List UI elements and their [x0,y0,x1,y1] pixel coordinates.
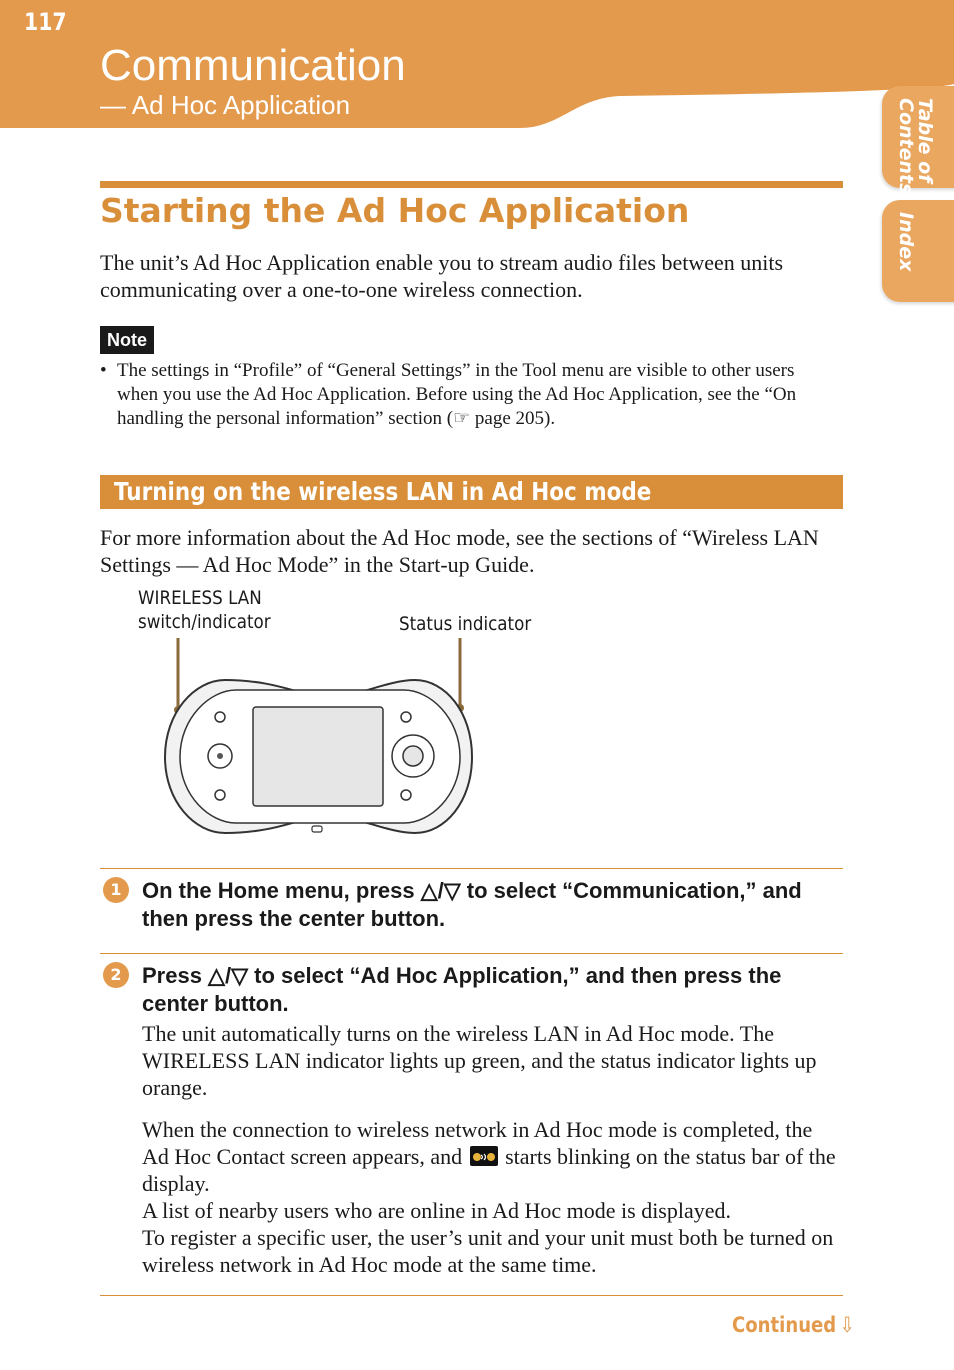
chapter-title: Communication [100,41,406,90]
callout-status-indicator: Status indicator [399,613,532,635]
step-2-paragraph-1: The unit automatically turns on the wireless LAN in Ad Hoc mode. The WIRELESS LAN indicator lights up green, and the status indicator lights up orange. [142,1021,817,1100]
device-illustration [150,630,490,840]
step-number-1: 1 [103,877,129,903]
step-1-heading: On the Home menu, press △/▽ to select “Communication,” and then press the center button. [142,878,802,931]
note-badge: Note [100,326,154,354]
step-2-paragraph-4: To register a specific user, the user’s unit and your unit must both be turned on wireless network in Ad Hoc mode at the same time. [142,1225,834,1277]
table-of-contents-tab-label: Table of Contents [895,98,936,195]
footer-divider [100,1295,843,1296]
step-2-text-before-icon: When the connection to wireless network in Ad Hoc mode is completed, the Ad Hoc Contact screen appears, and [142,1117,813,1169]
subsection-bar [100,475,843,509]
section-rule [100,181,843,188]
step-divider [100,868,843,869]
step-2-heading: Press △/▽ to select “Ad Hoc Application,” and then press the center button. [142,963,782,1016]
page-number: 117 [24,8,67,36]
index-tab-label: Index [895,212,917,272]
note-bullet: • [100,360,107,381]
section-title: Starting the Ad Hoc Application [100,191,690,230]
step-2-paragraph-3: A list of nearby users who are online in Ad Hoc mode is displayed. [142,1198,732,1223]
index-tab[interactable] [882,200,954,302]
step-number-2: 2 [103,962,129,988]
subsection-title: Turning on the wireless LAN in Ad Hoc mode [114,477,652,506]
table-of-contents-tab[interactable] [882,86,954,195]
step-2-text-after-icon: starts blinking on the status bar of the display. [142,1144,836,1196]
step-2-paragraph-2 [142,1116,842,1278]
callout-wireless-lan: WIRELESS LAN switch/indicator [138,587,271,633]
down-arrow-icon: ⇩ [839,1313,855,1337]
chapter-subtitle: — Ad Hoc Application [100,90,351,120]
subsection-text: For more information about the Ad Hoc mode, see the sections of “Wireless LAN Settings — Ad Hoc Mode” in the Start-up Guide. [100,525,819,577]
section-intro: The unit’s Ad Hoc Application enable you to stream audio files between units communicating over a one-to-one wireless connection. [100,250,784,302]
continued-link[interactable] [732,1311,855,1339]
step-divider [100,953,843,954]
continued-label: Continued [732,1313,837,1337]
ad-hoc-status-icon [470,1146,498,1166]
note-text: The settings in “Profile” of “General Settings” in the Tool menu are visible to other users when you use the Ad Hoc Application. Before using the Ad Hoc Application, see the “On handling the personal information” section (☞ page 205). [117,360,797,429]
